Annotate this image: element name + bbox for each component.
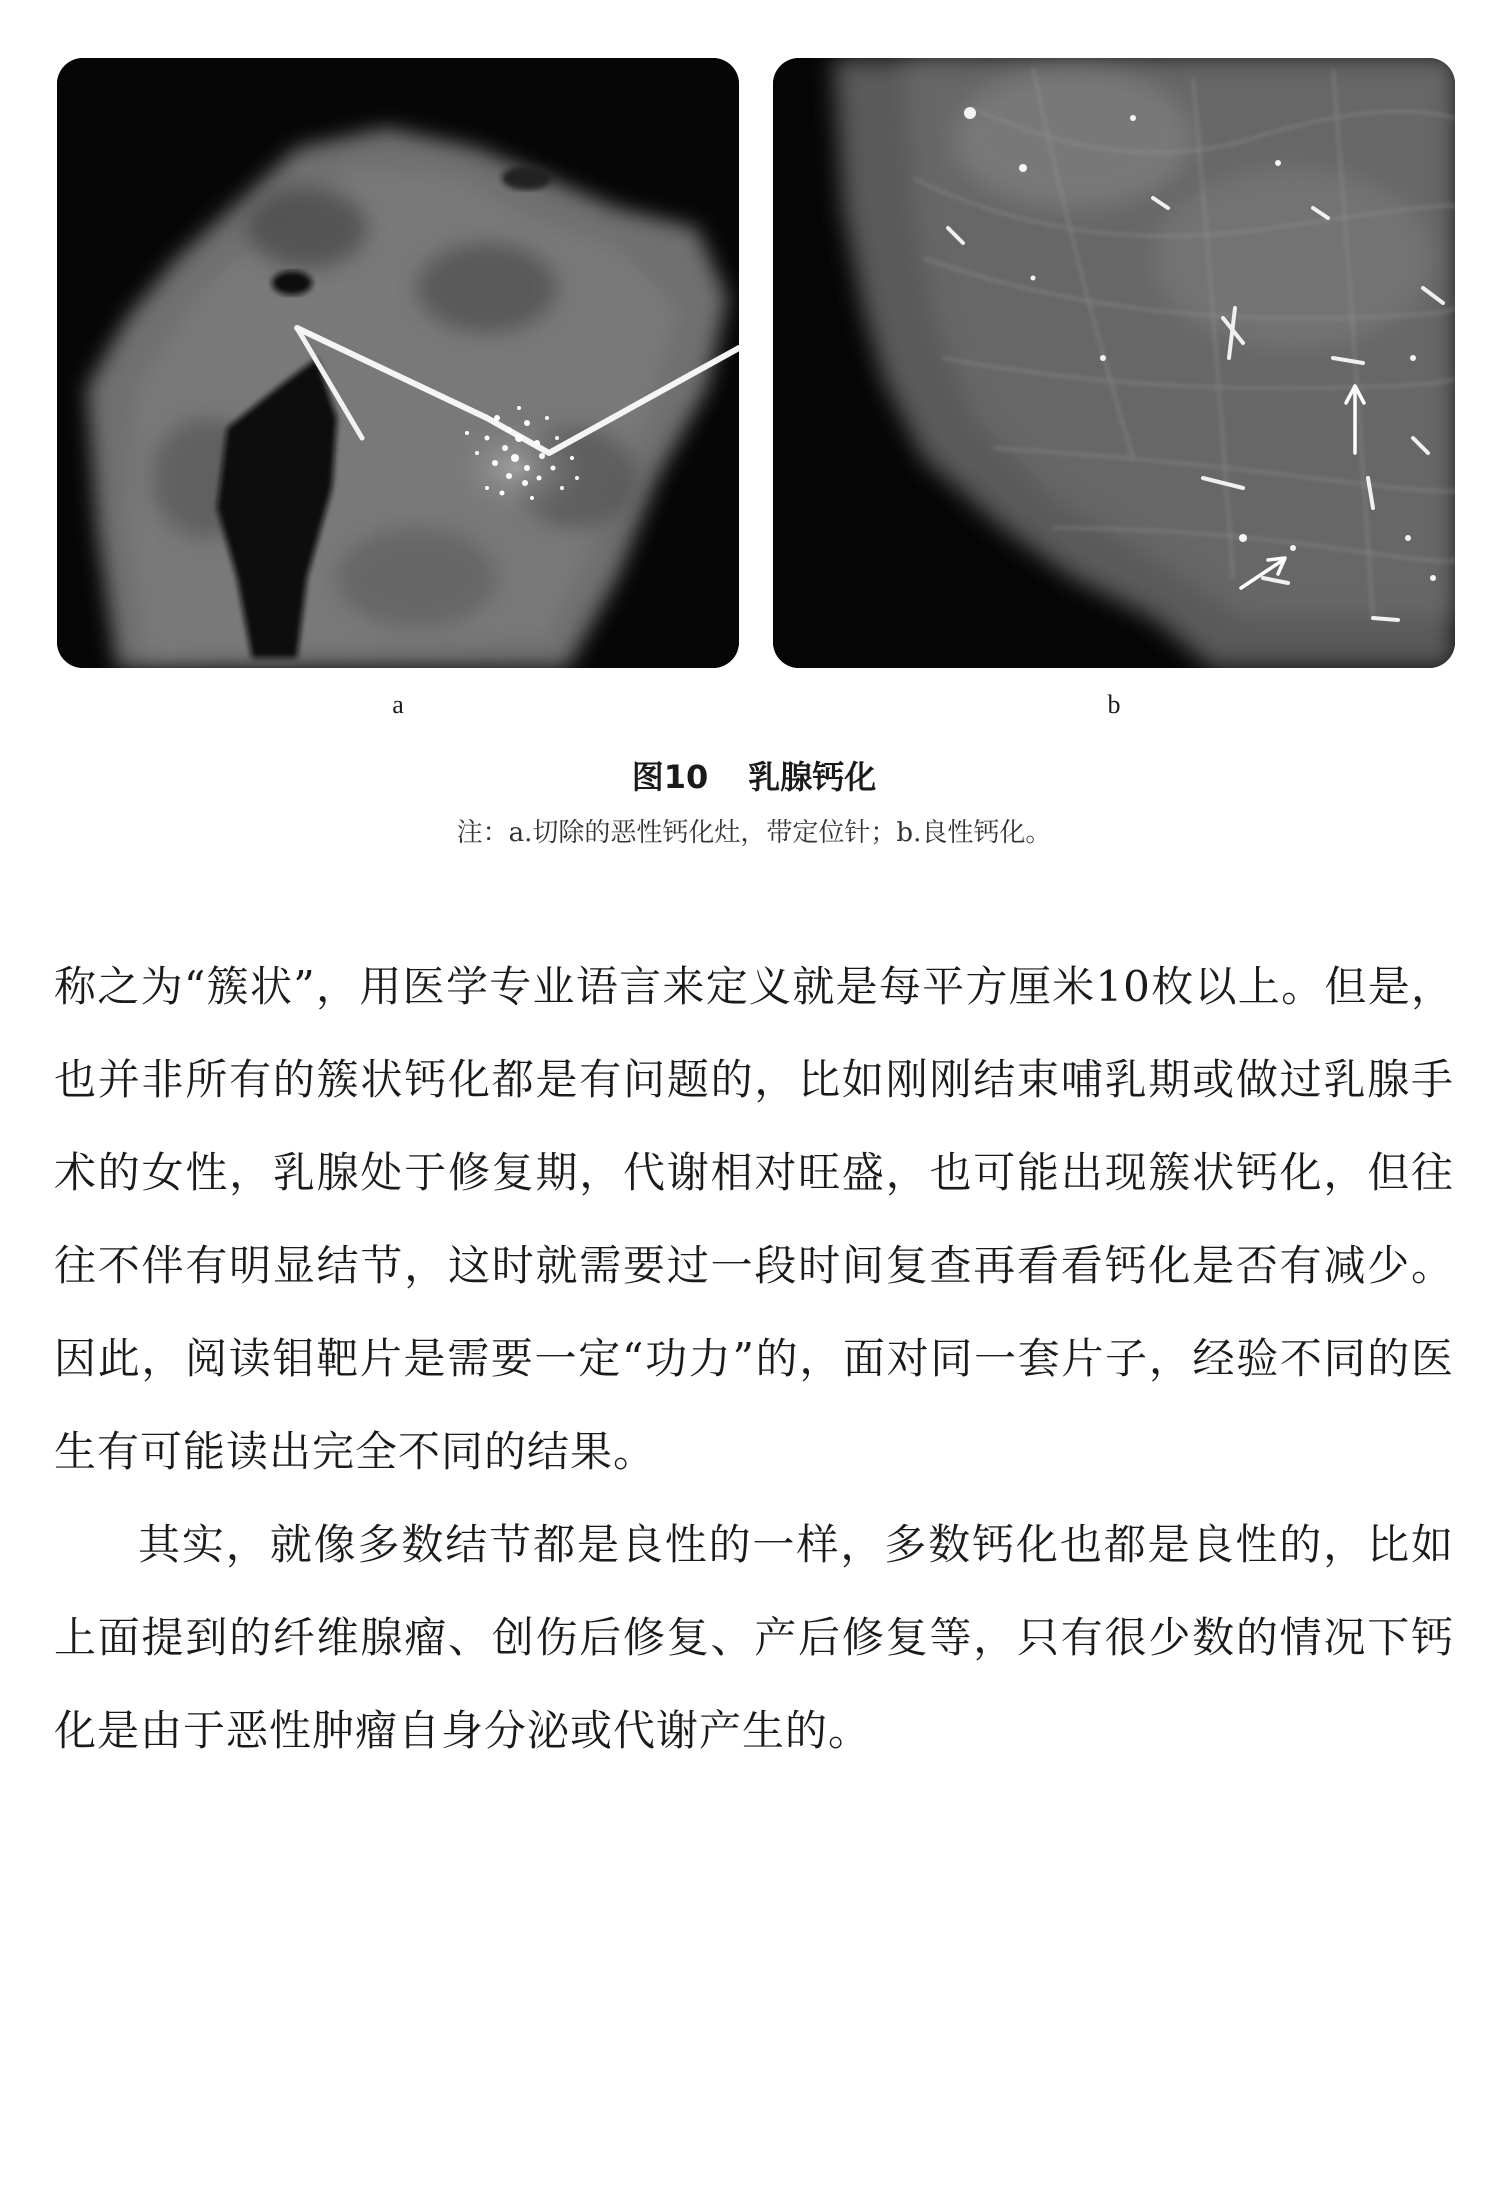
- figure-number: 图10: [631, 758, 709, 796]
- figure-title: [0, 752, 1508, 798]
- xray-image-a: [57, 58, 739, 668]
- figure-note: 注：a.切除的恶性钙化灶，带定位针；b.良性钙化。: [456, 818, 1052, 848]
- xray-image-b: [773, 58, 1455, 668]
- panel-label-a: a: [392, 690, 404, 719]
- figure-caption: 乳腺钙化: [748, 758, 877, 796]
- panel-label-b: b: [1107, 690, 1121, 719]
- body-text: [54, 940, 1454, 1777]
- paragraph: 其实，就像多数结节都是良性的一样，多数钙化也都是良性的，比如上面提到的纤维腺瘤、创伤后修复、产后修复等，只有很少数的情况下钙化是由于恶性肿瘤自身分泌或代谢产生的。: [54, 1520, 1454, 1755]
- xray-image-a-drawing: [57, 58, 739, 668]
- paragraph: 称之为“簇状”，用医学专业语言来定义就是每平方厘米10枚以上。但是，也并非所有的簇状钙化都是有问题的，比如刚刚结束哺乳期或做过乳腺手术的女性，乳腺处于修复期，代谢相对旺盛，也可能出现簇状钙化，但往往不伴有明显结节，这时就需要过一段时间复查再看看钙化是否有减少。因此，阅读钼靶片是需要一定“功力”的，面对同一套片子，经验不同的医生有可能读出完全不同的结果。: [54, 962, 1454, 1476]
- xray-image-b-drawing: [773, 58, 1455, 668]
